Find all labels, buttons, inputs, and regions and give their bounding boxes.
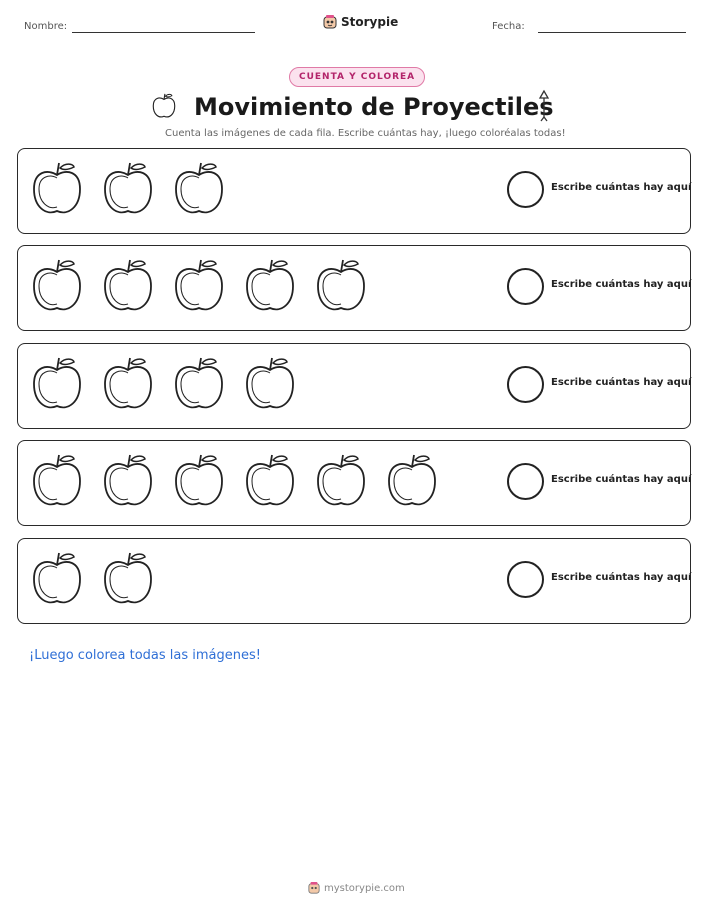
count-row [17, 343, 691, 429]
apple-icon [314, 451, 368, 511]
apple-icon [172, 159, 226, 219]
apple-icon [30, 159, 84, 219]
instructions: Cuenta las imágenes de cada fila. Escribe cuántas hay, ¡luego coloréalas todas! [165, 128, 566, 139]
apple-icon [151, 92, 177, 120]
apple-icon [101, 159, 155, 219]
apple-icon [30, 451, 84, 511]
activity-badge: CUENTA Y COLOREA [289, 67, 425, 87]
answer-circle[interactable] [507, 268, 544, 305]
mascot-icon [323, 14, 337, 30]
apple-icon [101, 451, 155, 511]
name-label: Nombre: [24, 21, 68, 32]
count-row [17, 440, 691, 526]
apple-icon [172, 354, 226, 414]
answer-label: Escribe cuántas hay aquí [551, 182, 692, 193]
footer-brand [308, 881, 405, 895]
apple-icon [172, 256, 226, 316]
apple-icon [101, 256, 155, 316]
apple-icon [30, 256, 84, 316]
footer-note: ¡Luego colorea todas las imágenes! [29, 648, 261, 663]
apple-icon [243, 256, 297, 316]
answer-label: Escribe cuántas hay aquí [551, 474, 692, 485]
apple-icon [314, 256, 368, 316]
answer-circle[interactable] [507, 561, 544, 598]
page-title: Movimiento de Proyectiles [194, 93, 554, 121]
date-label: Fecha: [492, 21, 525, 32]
brand-name: Storypie [341, 15, 399, 29]
apple-icon [30, 549, 84, 609]
apple-icon [243, 451, 297, 511]
answer-label: Escribe cuántas hay aquí [551, 572, 692, 583]
apple-icon [101, 549, 155, 609]
answer-circle[interactable] [507, 366, 544, 403]
name-field[interactable] [72, 32, 255, 33]
apple-icon [243, 354, 297, 414]
brand-logo [323, 14, 398, 30]
date-field[interactable] [538, 32, 686, 33]
answer-circle[interactable] [507, 171, 544, 208]
apple-icon [172, 451, 226, 511]
count-row [17, 148, 691, 234]
answer-label: Escribe cuántas hay aquí [551, 377, 692, 388]
apple-icon [385, 451, 439, 511]
answer-label: Escribe cuántas hay aquí [551, 279, 692, 290]
answer-circle[interactable] [507, 463, 544, 500]
count-row [17, 245, 691, 331]
apple-icon [30, 354, 84, 414]
footer-url: mystorypie.com [324, 882, 405, 894]
arrow-icon [537, 89, 551, 123]
count-row [17, 538, 691, 624]
mascot-icon [308, 881, 320, 895]
apple-icon [101, 354, 155, 414]
